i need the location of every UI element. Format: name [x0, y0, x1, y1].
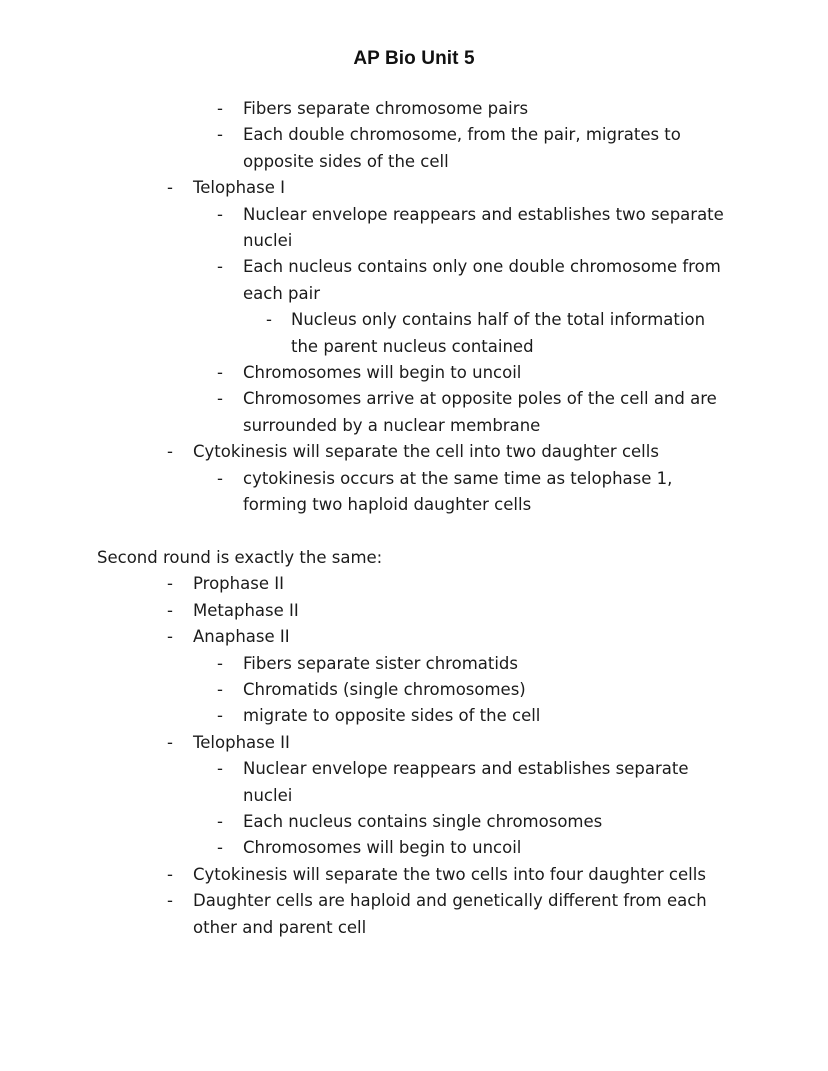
outline-item: [0, 835, 828, 861]
outline-item-text: Chromosomes will begin to uncoil: [243, 838, 522, 858]
bullet-dash-icon: -: [167, 178, 173, 198]
bullet-dash-icon: -: [167, 864, 173, 884]
bullet-dash-icon: -: [266, 310, 272, 330]
outline-item: [0, 545, 828, 571]
outline-item-text: Chromatids (single chromosomes): [243, 679, 526, 699]
outline-item: [0, 703, 828, 729]
bullet-dash-icon: -: [217, 838, 223, 858]
outline-item-text: Anaphase II: [193, 627, 290, 647]
bullet-dash-icon: -: [217, 811, 223, 831]
bullet-dash-icon: -: [217, 99, 223, 118]
outline-item: [0, 862, 828, 888]
bullet-dash-icon: -: [217, 759, 223, 779]
outline-item: [0, 571, 828, 597]
outline-item: [0, 624, 828, 650]
outline-item-text: Daughter cells are haploid and genetically different from each other and parent cell: [193, 891, 707, 937]
outline-spacer: [0, 519, 828, 545]
bullet-dash-icon: -: [217, 125, 223, 145]
bullet-dash-icon: -: [167, 732, 173, 752]
outline-item-text: Chromosomes arrive at opposite poles of the cell and are surrounded by a nuclear membrane: [243, 389, 717, 435]
outline-item-text: cytokinesis occurs at the same time as telophase 1, forming two haploid daughter cells: [243, 468, 673, 515]
bullet-dash-icon: -: [217, 468, 223, 488]
outline-item: [0, 360, 828, 386]
outline-item-text: Nuclear envelope reappears and establishes separate nuclei: [243, 759, 689, 805]
bullet-dash-icon: -: [217, 706, 223, 726]
outline-item-text: Each nucleus contains single chromosomes: [243, 811, 603, 831]
outline-item: [0, 730, 828, 756]
bullet-dash-icon: -: [167, 627, 173, 647]
outline-item-text: Telophase II: [193, 732, 290, 752]
outline-item: [0, 96, 828, 122]
outline-item-text: Chromosomes will begin to uncoil: [243, 363, 522, 383]
outline-item: [0, 888, 828, 941]
outline-item: [0, 677, 828, 703]
bullet-dash-icon: -: [217, 679, 223, 699]
outline-item-text: Fibers separate chromosome pairs: [243, 99, 529, 118]
bullet-dash-icon: -: [167, 600, 173, 620]
outline-item-text: Fibers separate sister chromatids: [243, 653, 518, 673]
outline-item-text: Cytokinesis will separate the cell into two daughter cells: [193, 442, 659, 462]
outline-item-text: Telophase I: [193, 178, 286, 198]
outline-item: [0, 439, 828, 465]
outline-list: [0, 96, 828, 941]
outline-item: [0, 598, 828, 624]
outline-item-text: Nuclear envelope reappears and establishes two separate nuclei: [243, 204, 724, 251]
bullet-dash-icon: -: [167, 574, 173, 594]
bullet-dash-icon: -: [217, 204, 223, 224]
outline-item: [0, 254, 828, 307]
outline-item-text: Each double chromosome, from the pair, migrates to opposite sides of the cell: [243, 125, 681, 171]
outline-item: [0, 122, 828, 175]
outline-item: [0, 809, 828, 835]
bullet-dash-icon: -: [217, 389, 223, 409]
outline-item: [0, 175, 828, 201]
outline-item-text: Metaphase II: [193, 600, 299, 620]
bullet-dash-icon: -: [217, 363, 223, 383]
outline-item-text: Each nucleus contains only one double chromosome from each pair: [243, 257, 721, 303]
outline-item-text: Nucleus only contains half of the total information the parent nucleus contained: [291, 310, 706, 356]
outline-item: [0, 651, 828, 677]
bullet-dash-icon: -: [167, 442, 173, 462]
outline-item-text: Prophase II: [193, 574, 284, 594]
outline-item-text: Second round is exactly the same:: [97, 547, 383, 567]
outline-item: [0, 466, 828, 519]
outline-item-text: Cytokinesis will separate the two cells into four daughter cells: [193, 864, 706, 884]
page-title: AP Bio Unit 5: [353, 48, 475, 69]
bullet-dash-icon: -: [217, 257, 223, 277]
bullet-dash-icon: -: [217, 653, 223, 673]
outline-item-text: migrate to opposite sides of the cell: [243, 706, 541, 726]
bullet-dash-icon: -: [167, 891, 173, 911]
outline-item: [0, 386, 828, 439]
outline-item: [0, 756, 828, 809]
outline-item: [0, 307, 828, 360]
outline-item: [0, 202, 828, 255]
